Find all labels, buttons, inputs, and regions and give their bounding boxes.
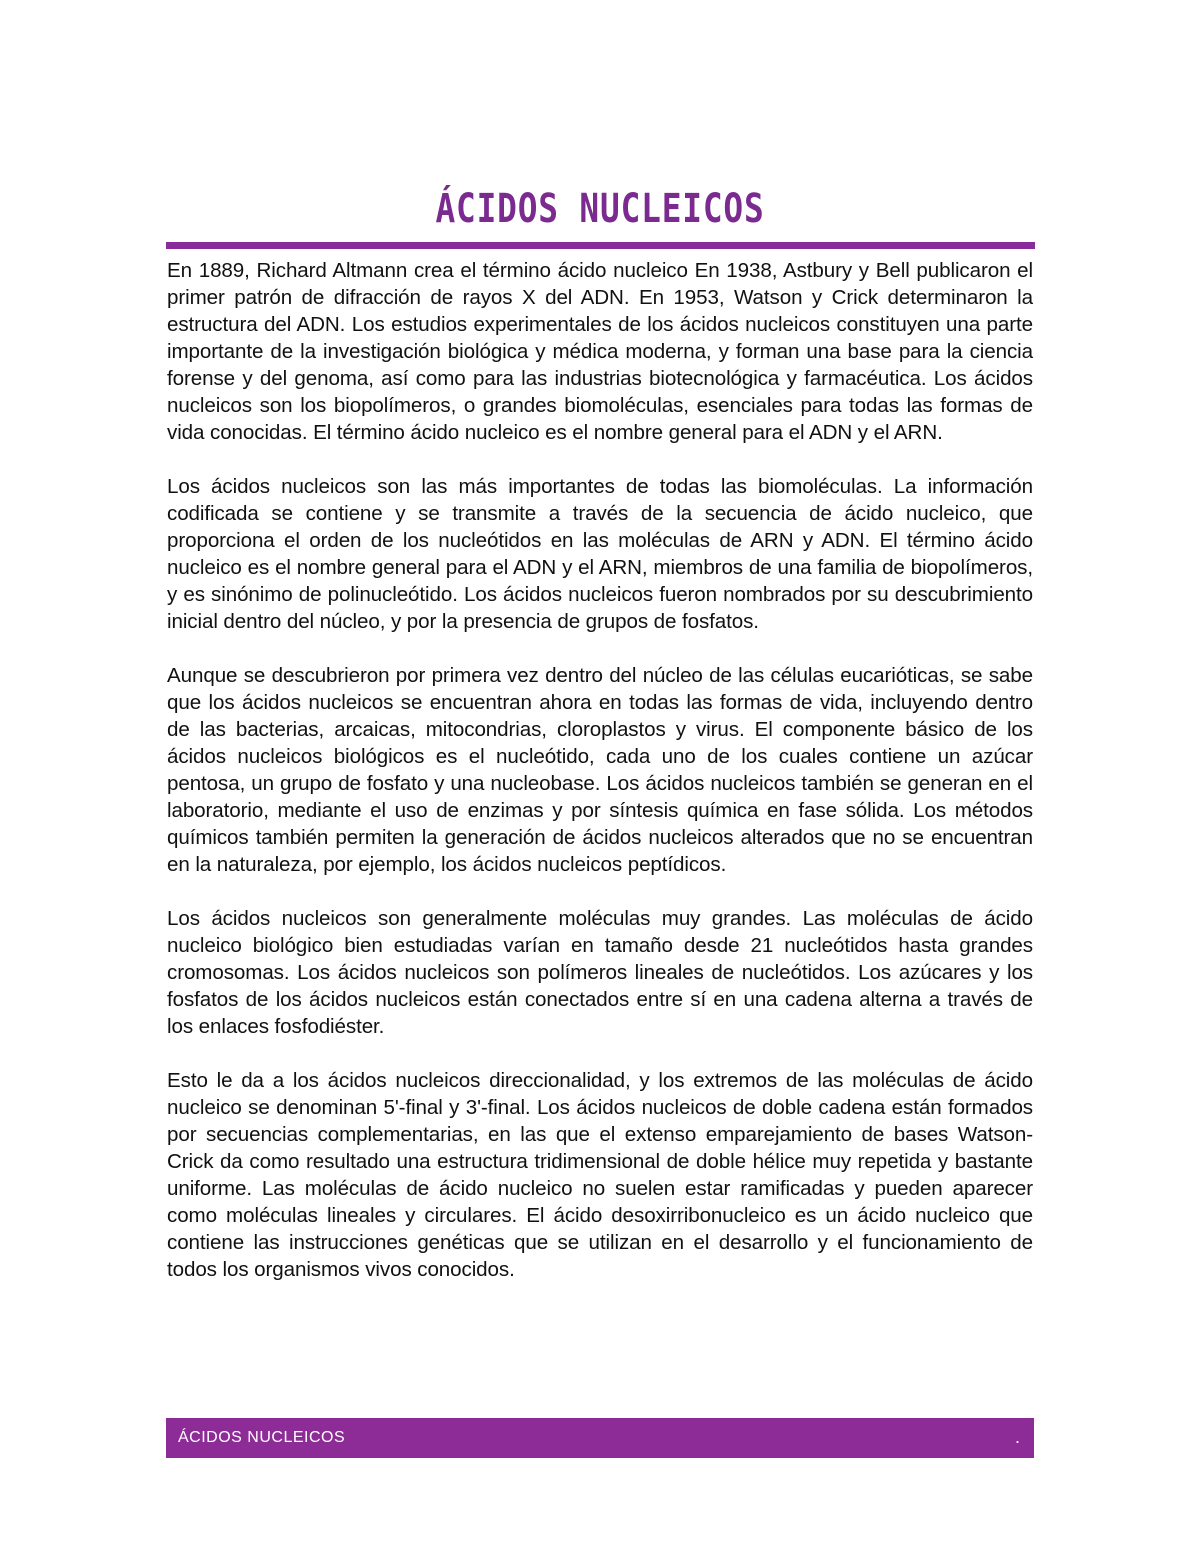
paragraph-1: En 1889, Richard Altmann crea el término ácido nucleico En 1938, Astbury y Bell publicaron el primer patrón de difracción de rayos X del ADN. En 1953, Watson y Crick determinaron la estructura del ADN. Los estudios experimentales de los ácidos nucleicos constituyen una parte importante de la investigación biológica y médica moderna, y forman una base para la ciencia forense y del genoma, así como para las industrias biotecnológica y farmacéutica. Los ácidos nucleicos son los biopolímeros, o grandes biomoléculas, esenciales para todas las formas de vida conocidas. El término ácido nucleico es el nombre general para el ADN y el ARN. bbox=[167, 259, 1033, 444]
page-title: ÁCIDOS NUCLEICOS bbox=[435, 186, 765, 232]
footer-label: ÁCIDOS NUCLEICOS bbox=[178, 1429, 346, 1446]
paragraph-2: Los ácidos nucleicos son las más importantes de todas las biomoléculas. La información codificada se contiene y se transmite a través de la secuencia de ácido nucleico, que proporciona el orden de los nucleótidos en las moléculas de ARN y ADN. El término ácido nucleico es el nombre general para el ADN y el ARN, miembros de una familia de biopolímeros, y es sinónimo de polinucleótido. Los ácidos nucleicos fueron nombrados por su descubrimiento inicial dentro del núcleo, y por la presencia de grupos de fosfatos. bbox=[167, 475, 1033, 633]
paragraph-5: Esto le da a los ácidos nucleicos direccionalidad, y los extremos de las moléculas de ácido nucleico se denominan 5'-final y 3'-final. Los ácidos nucleicos de doble cadena están formados por secuencias complementarias, en las que el extenso emparejamiento de bases Watson-Crick da como resultado una estructura tridimensional de doble hélice muy repetida y bastante uniforme. Las moléculas de ácido nucleico no suelen estar ramificadas y pueden aparecer como moléculas lineales y circulares. El ácido desoxirribonucleico es un ácido nucleico que contiene las instrucciones genéticas que se utilizan en el desarrollo y el funcionamiento de todos los organismos vivos conocidos. bbox=[167, 1069, 1033, 1281]
document-body bbox=[167, 257, 1033, 1310]
footer-page-mark: . bbox=[1014, 1427, 1020, 1447]
paragraph-3: Aunque se descubrieron por primera vez dentro del núcleo de las células eucarióticas, se sabe que los ácidos nucleicos se encuentran ahora en todas las formas de vida, incluyendo dentro de las bacterias, arcaicas, mitocondrias, cloroplastos y virus. El componente básico de los ácidos nucleicos biológicos es el nucleótido, cada uno de los cuales contiene un azúcar pentosa, un grupo de fosfato y una nucleobase. Los ácidos nucleicos también se generan en el laboratorio, mediante el uso de enzimas y por síntesis química en fase sólida. Los métodos químicos también permiten la generación de ácidos nucleicos alterados que no se encuentran en la naturaleza, por ejemplo, los ácidos nucleicos peptídicos. bbox=[167, 664, 1033, 876]
page-footer bbox=[166, 1418, 1034, 1458]
title-divider bbox=[166, 242, 1035, 249]
paragraph-4: Los ácidos nucleicos son generalmente moléculas muy grandes. Las moléculas de ácido nucleico biológico bien estudiadas varían en tamaño desde 21 nucleótidos hasta grandes cromosomas. Los ácidos nucleicos son polímeros lineales de nucleótidos. Los azúcares y los fosfatos de los ácidos nucleicos están conectados entre sí en una cadena alterna a través de los enlaces fosfodiéster. bbox=[167, 907, 1033, 1038]
